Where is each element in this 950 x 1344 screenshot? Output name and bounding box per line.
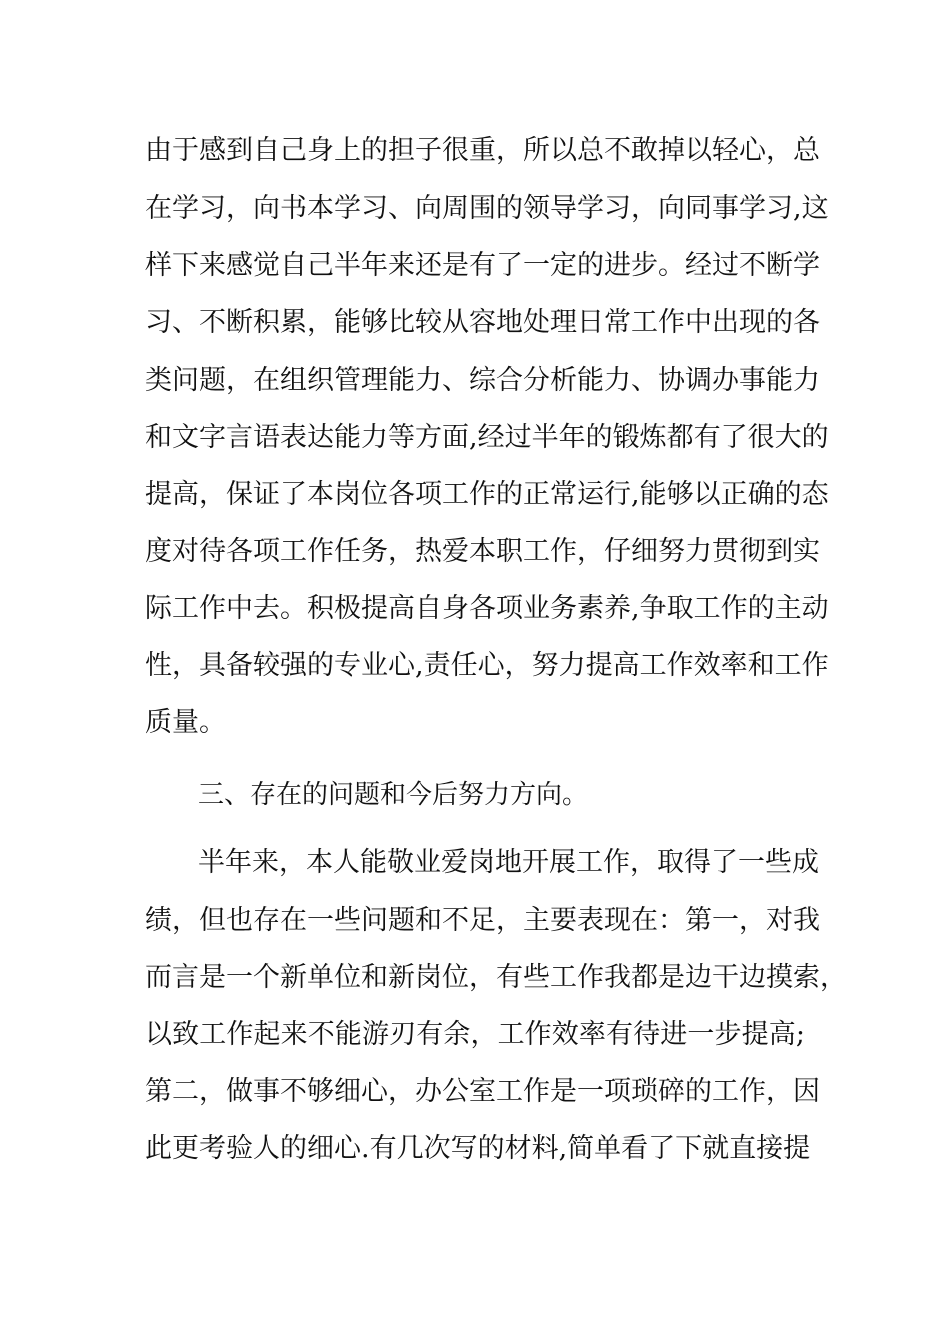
paragraph-1-line-5: 类问题，在组织管理能力、综合分析能力、协调办事能力 xyxy=(145,365,820,396)
paragraph-2-line-1: 半年来，本人能敬业爱岗地开展工作，取得了一些成 xyxy=(198,847,819,878)
paragraph-1-line-4: 习、不断积累，能够比较从容地处理日常工作中出现的各 xyxy=(145,307,820,338)
paragraph-1-line-2: 在学习，向书本学习、向周围的领导学习，向同事学习,这 xyxy=(145,193,829,224)
paragraph-1-line-11: 质量。 xyxy=(145,707,226,738)
paragraph-2-line-2: 绩，但也存在一些问题和不足，主要表现在：第一，对我 xyxy=(145,905,820,936)
paragraph-2-line-6: 此更考验人的细心.有几次写的材料,简单看了下就直接提 xyxy=(145,1133,811,1164)
paragraph-2-line-4: 以致工作起来不能游刃有余，工作效率有待进一步提高; xyxy=(145,1019,805,1050)
paragraph-1-line-3: 样下来感觉自己半年来还是有了一定的进步。经过不断学 xyxy=(145,250,820,281)
section-heading: 三、存在的问题和今后努力方向。 xyxy=(198,780,589,810)
paragraph-1-line-9: 际工作中去。积极提高自身各项业务素养,争取工作的主动 xyxy=(145,593,829,624)
paragraph-1-line-7: 提高，保证了本岗位各项工作的正常运行,能够以正确的态 xyxy=(145,479,829,510)
paragraph-2-line-5: 第二，做事不够细心，办公室工作是一项琐碎的工作，因 xyxy=(145,1076,820,1107)
paragraph-1-line-1: 由于感到自己身上的担子很重，所以总不敢掉以轻心，总 xyxy=(145,135,820,166)
paragraph-1-line-6: 和文字言语表达能力等方面,经过半年的锻炼都有了很大的 xyxy=(145,422,829,453)
paragraph-1-line-8: 度对待各项工作任务，热爱本职工作，仔细努力贯彻到实 xyxy=(145,536,820,567)
paragraph-2-line-3: 而言是一个新单位和新岗位，有些工作我都是边干边摸索， xyxy=(145,962,847,993)
paragraph-1-line-10: 性，具备较强的专业心,责任心，努力提高工作效率和工作 xyxy=(145,650,829,681)
